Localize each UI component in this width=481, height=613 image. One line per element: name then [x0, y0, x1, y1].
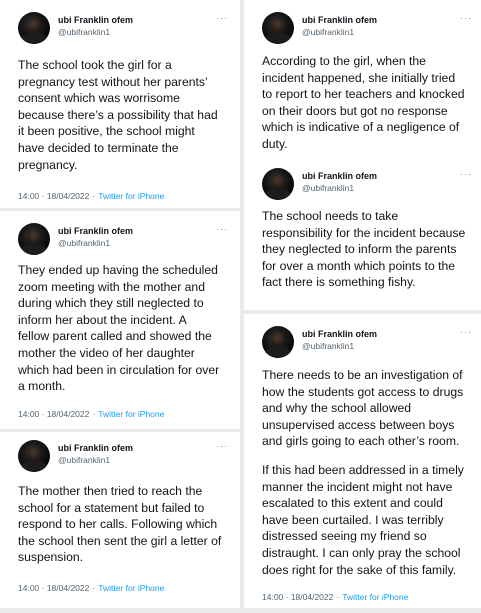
tweet-header — [18, 440, 228, 474]
tweet-header — [18, 223, 228, 257]
author-handle[interactable]: @ubifranklin1 — [302, 341, 355, 351]
more-options-icon[interactable]: ··· — [216, 13, 228, 23]
author-name[interactable]: ubi Franklin ofem — [302, 171, 378, 181]
tweet-card[interactable] — [0, 432, 240, 608]
tweet-text: The mother then tried to reach the school for a statement but failed to respond to her calls. Following which the school then sent the girl a letter of suspension. — [18, 484, 222, 565]
author-name[interactable]: ubi Franklin ofem — [302, 15, 378, 25]
tweet-header — [262, 12, 472, 46]
author-name[interactable]: ubi Franklin ofem — [302, 329, 378, 339]
avatar[interactable] — [262, 168, 294, 200]
more-options-icon[interactable]: ··· — [460, 327, 472, 337]
author-name[interactable]: ubi Franklin ofem — [58, 443, 134, 453]
avatar[interactable] — [262, 326, 294, 358]
author-handle[interactable]: @ubifranklin1 — [58, 455, 111, 465]
tweet-header — [262, 326, 472, 360]
avatar[interactable] — [18, 223, 50, 255]
tweet-meta: 14:00 · 18/04/2022 · Twitter for iPhone — [18, 191, 165, 201]
tweet-card[interactable] — [244, 0, 481, 160]
tweet-timestamp[interactable]: 14:00 · 18/04/2022 — [18, 191, 90, 201]
tweet-source-link[interactable]: Twitter for iPhone — [98, 191, 165, 201]
tweet-text-continued: If this had been addressed in a timely manner the incident might not have escalated to this extent and could have been curtailed. I was terribly distressed seeing my friend so distraught. I can only pray the school does right for the sake of this family. — [262, 463, 464, 577]
tweet-meta: 14:00 · 18/04/2022 · Twitter for iPhone — [262, 592, 409, 602]
avatar[interactable] — [262, 12, 294, 44]
tweet-text: According to the girl, when the incident happened, she initially tried to report to her teachers and knocked on their doors but got no response which is indicative of a negligence of duty. — [262, 54, 465, 151]
tweet-source-link[interactable]: Twitter for iPhone — [98, 409, 165, 419]
more-options-icon[interactable]: ··· — [216, 224, 228, 234]
tweet-card[interactable] — [0, 0, 240, 208]
tweet-source-link[interactable]: Twitter for iPhone — [98, 583, 165, 593]
tweet-meta: 14:00 · 18/04/2022 · Twitter for iPhone — [18, 583, 165, 593]
tweet-text: The school took the girl for a pregnancy test without her parents’ consent which was worrisome because there’s a possibility that had it been positive, the school might have decided to terminate the pregnancy. — [18, 58, 218, 172]
tweet-source-link[interactable]: Twitter for iPhone — [342, 592, 409, 602]
author-handle[interactable]: @ubifranklin1 — [58, 238, 111, 248]
author-name[interactable]: ubi Franklin ofem — [58, 15, 134, 25]
more-options-icon[interactable]: ··· — [460, 169, 472, 179]
tweet-timestamp[interactable]: 14:00 · 18/04/2022 — [18, 409, 90, 419]
tweet-text: They ended up having the scheduled zoom meeting with the mother and during which they still neglected to inform her about the incident. A fellow parent called and showed the mother the video of her daughter which had been in circulation for over a month. — [18, 263, 220, 394]
tweet-timestamp[interactable]: 14:00 · 18/04/2022 — [262, 592, 334, 602]
tweet-text: There needs to be an investigation of how the students got access to drugs and why the school allowed unsupervised access between boys and girls going to each other’s room. — [262, 368, 464, 449]
more-options-icon[interactable]: ··· — [216, 441, 228, 451]
more-options-icon[interactable]: ··· — [460, 13, 472, 23]
author-handle[interactable]: @ubifranklin1 — [302, 183, 355, 193]
tweet-card[interactable] — [244, 314, 481, 608]
author-handle[interactable]: @ubifranklin1 — [302, 27, 355, 37]
avatar[interactable] — [18, 440, 50, 472]
tweet-header — [262, 168, 472, 202]
tweet-text: The school needs to take responsibility for the incident because they neglected to inform the parents for over a month which points to the fact there is something fishy. — [262, 209, 466, 290]
author-name[interactable]: ubi Franklin ofem — [58, 226, 134, 236]
tweet-card[interactable] — [244, 160, 481, 310]
tweet-header — [18, 12, 228, 46]
tweet-card[interactable] — [0, 211, 240, 429]
avatar[interactable] — [18, 12, 50, 44]
author-handle[interactable]: @ubifranklin1 — [58, 27, 111, 37]
tweet-timestamp[interactable]: 14:00 · 18/04/2022 — [18, 583, 90, 593]
tweet-meta: 14:00 · 18/04/2022 · Twitter for iPhone — [18, 409, 165, 419]
